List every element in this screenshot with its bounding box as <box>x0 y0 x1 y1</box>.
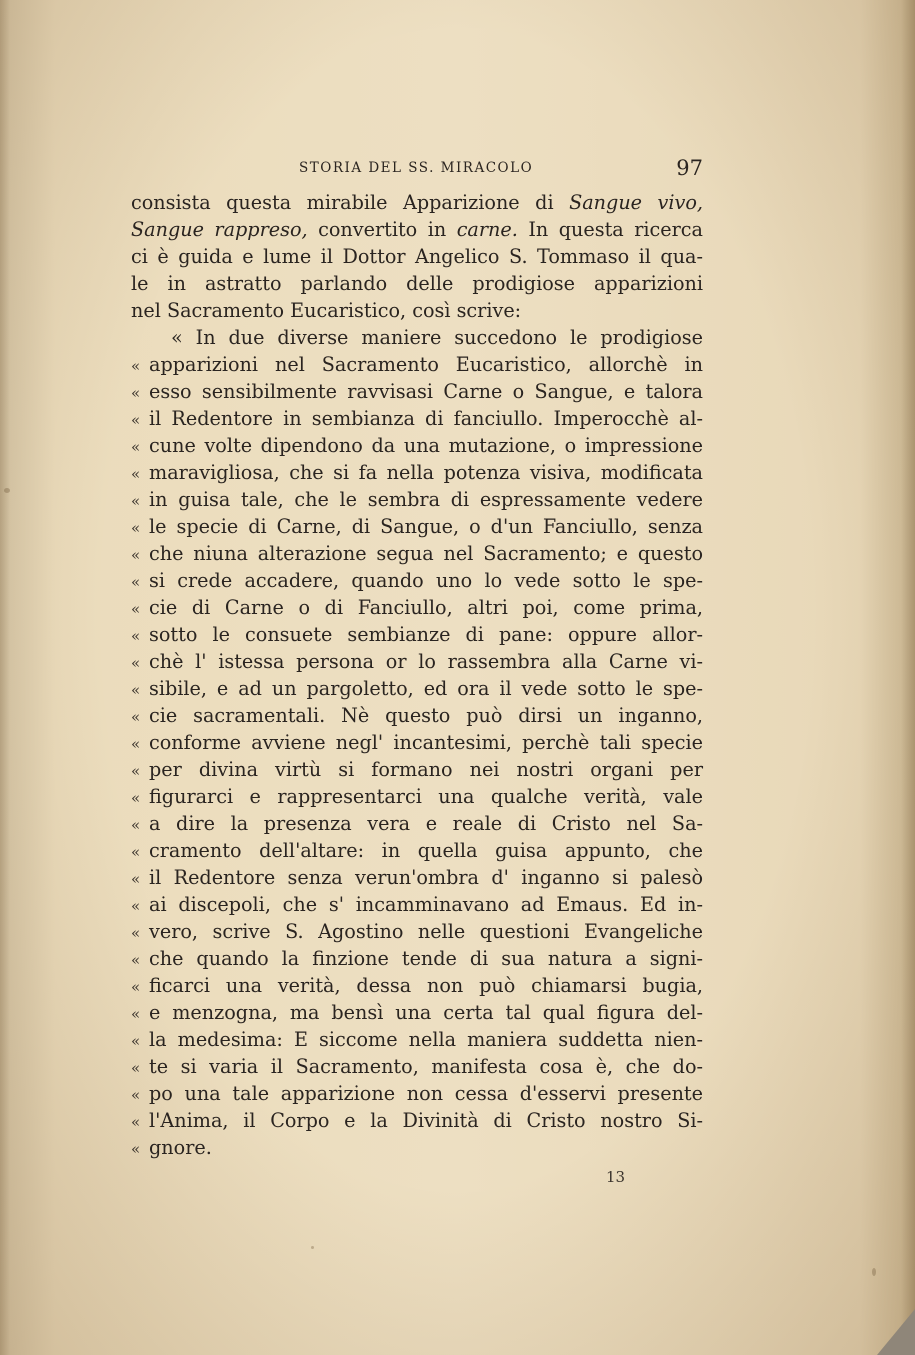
quoted-line <box>131 459 703 486</box>
quoted-passage <box>131 351 703 1161</box>
page-edge-shadow-left <box>0 0 10 1355</box>
quote-mark: « <box>131 843 141 861</box>
quoted-line-text: apparizioni nel Sacramento Eucaristico, allorchè in <box>149 353 703 376</box>
italic-run: Sangue vivo, <box>569 191 703 214</box>
text-line: ci è guida e lume il Dottor Angelico S. Tommaso il qua- <box>131 245 703 268</box>
quoted-line-text: chè l' istessa persona or lo rassembra alla Carne vi- <box>149 650 703 673</box>
quoted-line-text: cie sacramentali. Nè questo può dirsi un inganno, <box>149 704 703 727</box>
quote-mark: « <box>131 492 141 510</box>
quoted-line <box>131 432 703 459</box>
quote-mark: « <box>131 627 141 645</box>
text-run: In questa ricerca <box>517 218 703 241</box>
quoted-line-text: le specie di Carne, di Sangue, o d'un Fanciullo, senza <box>149 515 703 538</box>
quoted-line <box>131 837 703 864</box>
quoted-line <box>131 567 703 594</box>
quote-mark: « <box>131 384 141 402</box>
quoted-line-text: cie di Carne o di Fanciullo, altri poi, come prima, <box>149 596 703 619</box>
quoted-line <box>131 864 703 891</box>
text-run: consista questa mirabile Apparizione di <box>131 191 570 214</box>
quoted-line-text: a dire la presenza vera e reale di Cristo nel Sa- <box>149 812 703 835</box>
running-head <box>131 156 703 180</box>
quote-mark: « <box>131 1032 141 1050</box>
quote-mark: « <box>131 978 141 996</box>
quoted-line-text: il Redentore senza verun'ombra d' inganno si palesò <box>149 866 703 889</box>
quote-mark: « <box>131 600 141 618</box>
quoted-line-text: ai discepoli, che s' incamminavano ad Emaus. Ed in- <box>149 893 703 916</box>
quoted-line-text: figurarci e rappresentarci una qualche verità, vale <box>149 785 703 808</box>
text-line: le in astratto parlando delle prodigiose apparizioni <box>131 272 703 295</box>
quoted-line <box>131 675 703 702</box>
quoted-line-text: la medesima: E siccome nella maniera suddetta nien- <box>149 1028 703 1051</box>
quote-mark: « <box>131 411 141 429</box>
quoted-line <box>131 648 703 675</box>
running-title: STORIA DEL SS. MIRACOLO <box>299 160 534 176</box>
quote-mark: « <box>131 708 141 726</box>
quoted-line-text: in guisa tale, che le sembra di espressamente vedere <box>149 488 703 511</box>
quoted-line-text: per divina virtù si formano nei nostri organi per <box>149 758 703 781</box>
quote-mark: « <box>131 357 141 375</box>
italic-run: Sangue rappreso, <box>131 218 308 241</box>
signature-mark: 13 <box>606 1168 626 1186</box>
quote-mark: « <box>131 1113 141 1131</box>
quoted-line <box>131 1134 703 1161</box>
quoted-line-text: te si varia il Sacramento, manifesta cosa è, che do- <box>149 1055 703 1078</box>
quoted-line-text: che quando la finzione tende di sua natura a signi- <box>149 947 703 970</box>
quote-mark: « <box>131 870 141 888</box>
quoted-line <box>131 918 703 945</box>
quoted-line-text: cune volte dipendono da una mutazione, o impressione <box>149 434 703 457</box>
quoted-line-text: gnore. <box>149 1136 212 1159</box>
quoted-line <box>131 1080 703 1107</box>
quoted-line-text: il Redentore in sembianza di fanciullo. Imperocchè al- <box>149 407 703 430</box>
quoted-line <box>131 405 703 432</box>
quoted-line-text: conforme avviene negl' incantesimi, perchè tali specie <box>149 731 703 754</box>
quote-mark: « <box>131 1059 141 1077</box>
quote-mark: « <box>131 897 141 915</box>
quote-mark: « <box>131 816 141 834</box>
quote-mark: « <box>131 735 141 753</box>
body-text <box>131 189 703 1161</box>
quoted-line <box>131 729 703 756</box>
quoted-line-text: ficarci una verità, dessa non può chiamarsi bugia, <box>149 974 703 997</box>
quote-mark: « <box>131 924 141 942</box>
text-line: nel Sacramento Eucaristico, così scrive: <box>131 299 522 322</box>
quote-mark: « <box>131 951 141 969</box>
quote-mark: « <box>131 546 141 564</box>
quoted-line <box>131 1026 703 1053</box>
page-corner-fold <box>877 1309 915 1355</box>
quoted-line <box>131 972 703 999</box>
text-line <box>131 216 703 243</box>
quote-mark: « <box>131 762 141 780</box>
quoted-line-text: e menzogna, ma bensì una certa tal qual figura del- <box>149 1001 703 1024</box>
quoted-line <box>131 351 703 378</box>
quoted-line <box>131 810 703 837</box>
quoted-line <box>131 1107 703 1134</box>
quoted-line-text: sotto le consuete sembianze di pane: oppure allor- <box>149 623 703 646</box>
quote-opening-line: « In due diverse maniere succedono le prodigiose <box>171 326 703 349</box>
quoted-line-text: che niuna alterazione segua nel Sacramento; e questo <box>149 542 703 565</box>
quoted-line-text: cramento dell'altare: in quella guisa appunto, che <box>149 839 703 862</box>
quote-mark: « <box>131 1005 141 1023</box>
quoted-line-text: maravigliosa, che si fa nella potenza visiva, modificata <box>149 461 703 484</box>
quoted-line-text: si crede accadere, quando uno lo vede sotto le spe- <box>149 569 703 592</box>
quoted-line <box>131 891 703 918</box>
text-run: convertito in <box>307 218 457 241</box>
quote-mark: « <box>131 519 141 537</box>
quoted-line <box>131 783 703 810</box>
quoted-line <box>131 513 703 540</box>
quoted-line-text: esso sensibilmente ravvisasi Carne o Sangue, e talora <box>149 380 703 403</box>
paper-speck <box>872 1268 876 1276</box>
quoted-line <box>131 1053 703 1080</box>
quoted-line <box>131 702 703 729</box>
quoted-line <box>131 756 703 783</box>
quoted-line-text: po una tale apparizione non cessa d'esservi presente <box>149 1082 703 1105</box>
quoted-line <box>131 945 703 972</box>
quoted-line-text: sibile, e ad un pargoletto, ed ora il vede sotto le spe- <box>149 677 703 700</box>
quoted-line <box>131 594 703 621</box>
paper-speck <box>311 1246 314 1249</box>
quote-mark: « <box>131 681 141 699</box>
quoted-line-text: l'Anima, il Corpo e la Divinità di Cristo nostro Si- <box>149 1109 703 1132</box>
paper-speck <box>4 488 10 493</box>
quoted-line <box>131 999 703 1026</box>
quote-mark: « <box>131 573 141 591</box>
quote-mark: « <box>131 1140 141 1158</box>
quote-mark: « <box>131 789 141 807</box>
quote-mark: « <box>131 438 141 456</box>
text-line <box>131 189 703 216</box>
quoted-line-text: vero, scrive S. Agostino nelle questioni Evangeliche <box>149 920 703 943</box>
quoted-line <box>131 378 703 405</box>
quote-mark: « <box>131 654 141 672</box>
quoted-line <box>131 540 703 567</box>
page-number: 97 <box>676 156 703 180</box>
italic-run: carne. <box>456 218 518 241</box>
quoted-line <box>131 486 703 513</box>
quote-mark: « <box>131 465 141 483</box>
page-edge-shadow-right <box>901 0 915 1355</box>
quoted-line <box>131 621 703 648</box>
quote-mark: « <box>131 1086 141 1104</box>
